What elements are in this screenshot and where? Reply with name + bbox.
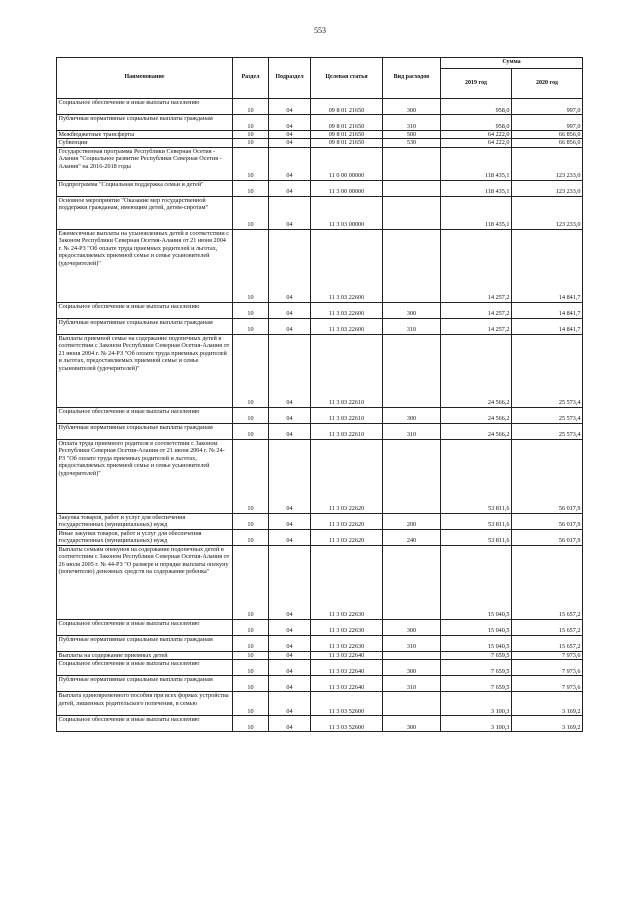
row-target: 11 3 03 22630	[311, 635, 383, 651]
row-name: Публичные нормативные социальные выплаты гражданам	[57, 115, 233, 131]
row-amount-2019: 24 566,2	[441, 423, 512, 439]
row-name: Выплаты на содержание приемных детей	[57, 651, 233, 659]
row-name: Социальное обеспечение и иные выплаты населению	[57, 716, 233, 732]
row-amount-2020: 123 233,0	[512, 180, 583, 196]
table-row	[57, 660, 583, 676]
table-header	[57, 58, 583, 99]
row-amount-2020: 56 017,9	[512, 529, 583, 545]
row-subsection: 04	[269, 439, 311, 513]
row-amount-2020: 15 657,2	[512, 635, 583, 651]
row-target: 11 3 03 22610	[311, 423, 383, 439]
row-amount-2020: 14 841,7	[512, 229, 583, 302]
row-amount-2020: 56 017,9	[512, 513, 583, 529]
row-subsection: 04	[269, 692, 311, 716]
row-target: 11 3 03 22600	[311, 229, 383, 302]
row-amount-2019: 15 040,5	[441, 545, 512, 619]
row-amount-2020: 3 169,2	[512, 692, 583, 716]
row-amount-2020: 25 573,4	[512, 423, 583, 439]
row-name: Выплаты приемной семье на содержание подопечных детей в соответствии с Законом Республики Северная Осетия-Алания от 21 июня 2004 г. № 24-РЗ "Об оплате труда приемных родителей и льготах, предоставляемых приемной семье и семье усыновителей (удочерителей)"	[57, 334, 233, 407]
row-name: Оплата труда приемного родителя в соответствии с Законом Республики Северная Осетия-Алания от 21 июня 2004 г. № 24-РЗ "Об оплате труда приемных родителей и льготах, предоставляемых приемной семье и семье усыновителей (удочерителей)"	[57, 439, 233, 513]
row-target: 11 0 00 00000	[311, 147, 383, 180]
row-amount-2019: 14 257,2	[441, 302, 512, 318]
row-section: 10	[233, 196, 269, 229]
table-row	[57, 180, 583, 196]
row-name: Публичные нормативные социальные выплаты гражданам	[57, 423, 233, 439]
row-amount-2019: 64 222,0	[441, 131, 512, 139]
row-target: 11 3 03 22640	[311, 651, 383, 659]
row-target: 11 3 00 00000	[311, 180, 383, 196]
row-expense-type	[383, 439, 441, 513]
row-target: 11 3 03 22620	[311, 529, 383, 545]
row-target: 09 8 01 21650	[311, 99, 383, 115]
row-subsection: 04	[269, 99, 311, 115]
table-row	[57, 635, 583, 651]
row-amount-2020: 123 233,0	[512, 196, 583, 229]
table-row	[57, 139, 583, 147]
row-amount-2019: 958,0	[441, 99, 512, 115]
row-expense-type: 300	[383, 407, 441, 423]
row-name: Выплаты семьям опекунов на содержание подопечных детей в соответствии с Законом Республики Северная Осетия-Алания от 26 июля 2005 г. № 44-РЗ "О размере и порядке выплаты опекуну (попечителю) денежных средств на содержание ребенка"	[57, 545, 233, 619]
table-row	[57, 545, 583, 619]
header-name: Наименование	[57, 58, 233, 99]
row-section: 10	[233, 139, 269, 147]
table-row	[57, 229, 583, 302]
row-amount-2019: 7 659,5	[441, 676, 512, 692]
table-row	[57, 619, 583, 635]
table-row	[57, 692, 583, 716]
row-amount-2019: 24 566,2	[441, 334, 512, 407]
row-amount-2020: 997,0	[512, 115, 583, 131]
row-expense-type: 310	[383, 676, 441, 692]
row-amount-2019: 118 435,1	[441, 180, 512, 196]
row-target: 11 3 03 22640	[311, 676, 383, 692]
header-2019: 2019 год	[441, 69, 512, 99]
row-subsection: 04	[269, 318, 311, 334]
table-row	[57, 318, 583, 334]
row-subsection: 04	[269, 147, 311, 180]
row-target: 11 3 03 22600	[311, 302, 383, 318]
row-name: Публичные нормативные социальные выплаты гражданам	[57, 318, 233, 334]
row-expense-type	[383, 180, 441, 196]
row-subsection: 04	[269, 513, 311, 529]
row-section: 10	[233, 229, 269, 302]
row-subsection: 04	[269, 635, 311, 651]
row-section: 10	[233, 180, 269, 196]
row-subsection: 04	[269, 180, 311, 196]
row-amount-2019: 958,0	[441, 115, 512, 131]
row-target: 11 3 03 22630	[311, 619, 383, 635]
row-amount-2020: 7 973,6	[512, 660, 583, 676]
table-row	[57, 676, 583, 692]
row-amount-2020: 123 233,0	[512, 147, 583, 180]
row-subsection: 04	[269, 716, 311, 732]
row-amount-2020: 14 841,7	[512, 318, 583, 334]
row-section: 10	[233, 318, 269, 334]
row-amount-2019: 14 257,2	[441, 318, 512, 334]
row-amount-2019: 118 435,1	[441, 196, 512, 229]
row-name: Иные закупки товаров, работ и услуг для обеспечения государственных (муниципальных) нужд	[57, 529, 233, 545]
row-target: 09 8 01 21650	[311, 139, 383, 147]
row-section: 10	[233, 115, 269, 131]
row-target: 11 3 03 22620	[311, 439, 383, 513]
table-row	[57, 147, 583, 180]
row-subsection: 04	[269, 115, 311, 131]
table-row	[57, 423, 583, 439]
row-section: 10	[233, 423, 269, 439]
row-section: 10	[233, 716, 269, 732]
row-target: 09 8 01 21650	[311, 115, 383, 131]
row-subsection: 04	[269, 651, 311, 659]
row-expense-type: 310	[383, 635, 441, 651]
row-section: 10	[233, 99, 269, 115]
row-subsection: 04	[269, 407, 311, 423]
table-row	[57, 439, 583, 513]
row-name: Основное мероприятие "Оказание мер государственной поддержки гражданам, имеющим детей, детям-сиротам"	[57, 196, 233, 229]
row-amount-2020: 56 017,9	[512, 439, 583, 513]
row-expense-type	[383, 334, 441, 407]
row-name: Социальное обеспечение и иные выплаты населению	[57, 302, 233, 318]
row-expense-type	[383, 692, 441, 716]
row-subsection: 04	[269, 334, 311, 407]
row-subsection: 04	[269, 196, 311, 229]
row-amount-2020: 25 573,4	[512, 334, 583, 407]
row-expense-type: 240	[383, 529, 441, 545]
row-amount-2019: 15 040,5	[441, 619, 512, 635]
table-row	[57, 513, 583, 529]
row-amount-2019: 53 811,6	[441, 439, 512, 513]
row-amount-2019: 53 811,6	[441, 529, 512, 545]
row-expense-type: 300	[383, 302, 441, 318]
row-name: Межбюджетные трансферты	[57, 131, 233, 139]
row-name: Государственная программа Республики Северная Осетия - Алания "Социальное развитие Республики Северная Осетия - Алания" на 2016-2018 годы	[57, 147, 233, 180]
table-row	[57, 115, 583, 131]
row-amount-2020: 25 573,4	[512, 407, 583, 423]
table-row	[57, 716, 583, 732]
header-section: Раздел	[233, 58, 269, 99]
row-expense-type: 200	[383, 513, 441, 529]
row-name: Социальное обеспечение и иные выплаты населению	[57, 619, 233, 635]
row-section: 10	[233, 619, 269, 635]
row-expense-type: 300	[383, 660, 441, 676]
row-section: 10	[233, 147, 269, 180]
row-expense-type: 530	[383, 139, 441, 147]
row-name: Социальное обеспечение и иные выплаты населению	[57, 407, 233, 423]
row-subsection: 04	[269, 619, 311, 635]
row-expense-type: 310	[383, 318, 441, 334]
row-amount-2020: 3 169,2	[512, 716, 583, 732]
row-target: 11 3 03 22620	[311, 513, 383, 529]
row-amount-2020: 997,0	[512, 99, 583, 115]
row-amount-2019: 24 566,2	[441, 407, 512, 423]
row-section: 10	[233, 529, 269, 545]
row-amount-2019: 118 435,1	[441, 147, 512, 180]
row-subsection: 04	[269, 423, 311, 439]
row-subsection: 04	[269, 131, 311, 139]
row-target: 11 3 03 52600	[311, 692, 383, 716]
row-section: 10	[233, 131, 269, 139]
row-expense-type: 300	[383, 619, 441, 635]
row-name: Социальное обеспечение и иные выплаты населению	[57, 99, 233, 115]
row-amount-2020: 14 841,7	[512, 302, 583, 318]
table-row	[57, 302, 583, 318]
row-name: Социальное обеспечение и иные выплаты населению	[57, 660, 233, 676]
row-target: 09 8 01 21650	[311, 131, 383, 139]
row-amount-2020: 15 657,2	[512, 545, 583, 619]
header-expense-type: Вид расходов	[383, 58, 441, 99]
row-amount-2019: 3 100,3	[441, 692, 512, 716]
row-name: Выплата единовременного пособия при всех формах устройства детей, лишенных родительского попечения, в семью	[57, 692, 233, 716]
row-expense-type	[383, 196, 441, 229]
table-row	[57, 407, 583, 423]
row-name: Закупка товаров, работ и услуг для обеспечения государственных (муниципальных) нужд	[57, 513, 233, 529]
row-subsection: 04	[269, 676, 311, 692]
row-expense-type: 300	[383, 99, 441, 115]
row-expense-type: 300	[383, 716, 441, 732]
row-amount-2019: 64 222,0	[441, 139, 512, 147]
row-section: 10	[233, 513, 269, 529]
row-subsection: 04	[269, 229, 311, 302]
row-section: 10	[233, 545, 269, 619]
row-section: 10	[233, 302, 269, 318]
row-amount-2020: 7 973,6	[512, 651, 583, 659]
row-subsection: 04	[269, 529, 311, 545]
row-expense-type	[383, 651, 441, 659]
row-section: 10	[233, 692, 269, 716]
table-row	[57, 131, 583, 139]
row-expense-type	[383, 229, 441, 302]
row-section: 10	[233, 439, 269, 513]
row-subsection: 04	[269, 139, 311, 147]
table-row	[57, 651, 583, 659]
table-row	[57, 196, 583, 229]
table-row	[57, 334, 583, 407]
row-subsection: 04	[269, 545, 311, 619]
row-section: 10	[233, 407, 269, 423]
row-amount-2019: 53 811,6	[441, 513, 512, 529]
row-expense-type: 500	[383, 131, 441, 139]
row-name: Ежемесячные выплаты на усыновленных детей в соответствии с Законом Республики Северная Осетия-Алания от 21 июня 2004 г. № 24-РЗ "Об оплате труда приемных родителей и льготах, предоставляемых приемной семье и семье усыновителей (удочерителей)"	[57, 229, 233, 302]
row-name: Подпрограмма "Социальная поддержка семьи и детей"	[57, 180, 233, 196]
row-amount-2020: 15 657,2	[512, 619, 583, 635]
header-subsection: Подраздел	[269, 58, 311, 99]
row-amount-2020: 66 856,0	[512, 131, 583, 139]
row-subsection: 04	[269, 660, 311, 676]
row-target: 11 3 03 22600	[311, 318, 383, 334]
row-target: 11 3 03 00000	[311, 196, 383, 229]
row-target: 11 3 03 22610	[311, 407, 383, 423]
row-amount-2019: 14 257,2	[441, 229, 512, 302]
row-amount-2019: 7 659,5	[441, 660, 512, 676]
table-row	[57, 529, 583, 545]
row-target: 11 3 03 22610	[311, 334, 383, 407]
row-amount-2019: 7 659,5	[441, 651, 512, 659]
row-amount-2019: 15 040,5	[441, 635, 512, 651]
row-amount-2019: 3 100,3	[441, 716, 512, 732]
row-name: Публичные нормативные социальные выплаты гражданам	[57, 676, 233, 692]
header-target: Целевая статья	[311, 58, 383, 99]
budget-table	[56, 57, 583, 732]
table-body	[57, 99, 583, 732]
table-row	[57, 99, 583, 115]
row-expense-type: 310	[383, 423, 441, 439]
row-subsection: 04	[269, 302, 311, 318]
row-name: Публичные нормативные социальные выплаты гражданам	[57, 635, 233, 651]
row-section: 10	[233, 676, 269, 692]
header-2020: 2020 год	[512, 69, 583, 99]
row-target: 11 3 03 52600	[311, 716, 383, 732]
header-sum: Сумма	[441, 58, 583, 69]
row-section: 10	[233, 660, 269, 676]
row-expense-type: 310	[383, 115, 441, 131]
row-target: 11 3 03 22630	[311, 545, 383, 619]
row-expense-type	[383, 545, 441, 619]
row-section: 10	[233, 334, 269, 407]
row-section: 10	[233, 635, 269, 651]
row-name: Субвенции	[57, 139, 233, 147]
row-amount-2020: 7 973,6	[512, 676, 583, 692]
row-expense-type	[383, 147, 441, 180]
row-amount-2020: 66 856,0	[512, 139, 583, 147]
page-number: 553	[314, 26, 326, 35]
row-target: 11 3 03 22640	[311, 660, 383, 676]
row-section: 10	[233, 651, 269, 659]
